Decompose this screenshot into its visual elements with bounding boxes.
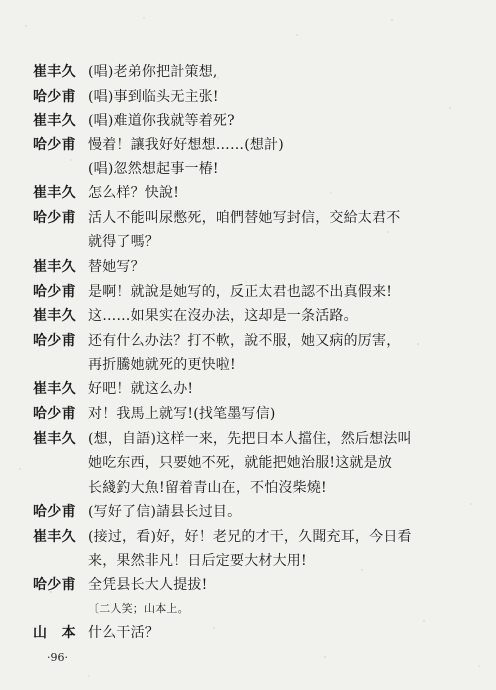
dialogue-continuation: 就得了嗎？ bbox=[88, 234, 159, 250]
dialogue-text: 怎么样？快說! bbox=[88, 185, 180, 201]
dialogue-text: (唱)老弟你把計策想, bbox=[88, 64, 218, 80]
dialogue-text: 活人不能叫尿憋死，咱們替她写封信，交給太君不 bbox=[88, 210, 401, 226]
speaker-name: 哈少甫 bbox=[33, 210, 76, 226]
dialogue-continuation: 她吃东西，只要她不死，就能把她治服!这就是放 bbox=[88, 455, 393, 471]
dialogue-text: 替她写？ bbox=[88, 259, 145, 275]
dialogue-text: (唱)难道你我就等着死? bbox=[88, 113, 235, 129]
speaker-name: 哈少甫 bbox=[33, 284, 76, 300]
dialogue-continuation: 长綫釣大魚!留着青山在，不怕沒柴燒! bbox=[88, 480, 327, 496]
dialogue-continuation: 再折騰她就死的更快啦! bbox=[88, 357, 236, 373]
speaker-name: 崔丰久 bbox=[33, 64, 76, 80]
dialogue-text: (想，自語)这样一来，先把日本人擋住，然后想法叫 bbox=[88, 431, 412, 447]
speaker-name: 山 本 bbox=[33, 625, 76, 641]
speaker-name: 崔丰久 bbox=[33, 113, 76, 129]
speaker-name: 哈少甫 bbox=[33, 89, 76, 105]
dialogue-text: 什么干活？ bbox=[88, 625, 159, 641]
speaker-name: 崔丰久 bbox=[33, 308, 76, 324]
dialogue-text: (接过，看)好，好！老兄的才干，久聞充耳，今日看 bbox=[88, 529, 412, 545]
stage-direction: 〔二人笑；山本上。 bbox=[88, 602, 189, 615]
speaker-name: 哈少甫 bbox=[33, 577, 76, 593]
dialogue-text: (写好了信)請县长过目。 bbox=[88, 504, 242, 520]
dialogue-text: (唱)事到临头无主张! bbox=[88, 89, 219, 105]
dialogue-text: 好吧！就这么办! bbox=[88, 381, 194, 397]
dialogue-text: 是啊！就說是她写的，反正太君也認不出真假来! bbox=[88, 284, 393, 300]
speaker-name: 哈少甫 bbox=[33, 406, 76, 422]
speaker-name: 崔丰久 bbox=[33, 529, 76, 545]
speaker-name: 崔丰久 bbox=[33, 259, 76, 275]
page-number: ·96· bbox=[47, 651, 68, 664]
speaker-name: 崔丰久 bbox=[33, 185, 76, 201]
dialogue-text: 全凭县长大人提拔! bbox=[88, 577, 208, 593]
dialogue-continuation: 来，果然非凡！日后定要大材大用! bbox=[88, 553, 307, 569]
dialogue-text: 这……如果实在沒办法，这却是一条活路。 bbox=[88, 308, 358, 324]
dialogue-text: 慢着！讓我好好想想……(想計) bbox=[88, 137, 284, 153]
dialogue-continuation: (唱)忽然想起事一椿! bbox=[88, 161, 219, 177]
speaker-name: 崔丰久 bbox=[33, 381, 76, 397]
speaker-name: 哈少甫 bbox=[33, 137, 76, 153]
speaker-name: 崔丰久 bbox=[33, 431, 76, 447]
dialogue-text: 还有什么办法？打不軟，說不服，她又病的厉害， bbox=[88, 333, 401, 349]
speaker-name: 哈少甫 bbox=[33, 333, 76, 349]
speaker-name: 哈少甫 bbox=[33, 504, 76, 520]
dialogue-text: 对！我馬上就写!(找笔墨写信) bbox=[88, 406, 276, 422]
